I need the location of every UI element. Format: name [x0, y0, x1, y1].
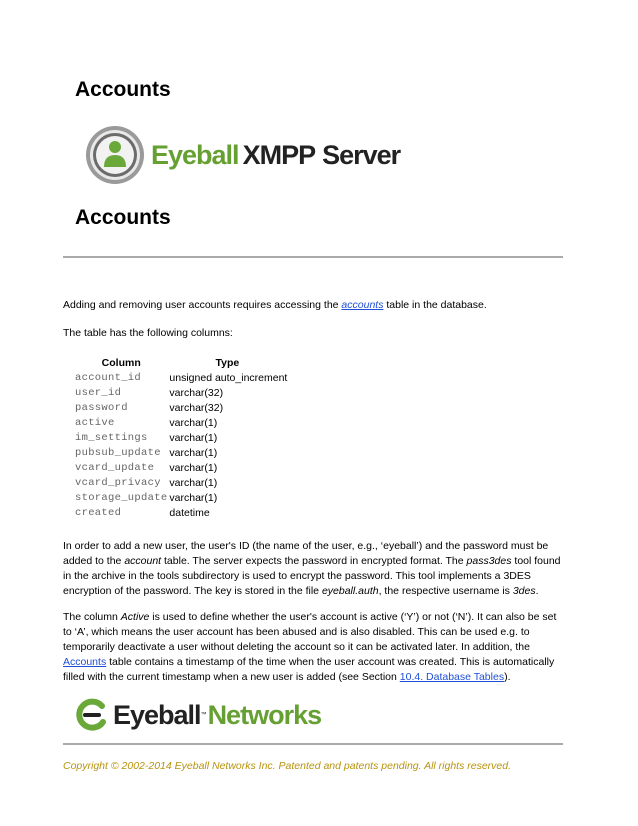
table-row: [75, 505, 287, 520]
table-row: [75, 385, 287, 400]
column-type: varchar(1): [169, 476, 218, 489]
table-row: [75, 475, 287, 490]
table-row: [75, 415, 287, 430]
column-name: active: [75, 416, 115, 429]
column-type: varchar(32): [169, 401, 224, 414]
header-type: Type: [215, 356, 240, 369]
column-type: varchar(1): [169, 446, 218, 459]
copyright-notice: Copyright © 2002-2014 Eyeball Networks Inc. Patented and patents pending. All rights reserved.: [63, 760, 512, 772]
column-name: user_id: [75, 386, 122, 399]
active-column-paragraph: The column Active is used to define whether the user's account is active (‘Y’) or not (‘N’). It can also be set to ‘A’, which means the user account has been abused and is also disabled. This can be used e.g. to temporarily deactivate a user without deleting the account so it can be activated later. In addition, the Accounts table contains a timestamp of the time when the user account was created. This is automatically filled with the current timestamp when a new user is added (see Section 10.4. Database Tables).: [63, 611, 557, 683]
trademark-symbol: ™: [200, 712, 207, 718]
logo-brand-server: Server: [322, 139, 401, 170]
intro-text-2: table in the database.: [383, 299, 487, 311]
accounts-link[interactable]: accounts: [341, 299, 384, 311]
column-type: unsigned auto_increment: [169, 371, 288, 384]
columns-table: [75, 355, 287, 520]
username-3des: 3des: [512, 585, 536, 597]
database-tables-link[interactable]: 10.4. Database Tables: [399, 671, 505, 683]
logo-networks-text: Networks: [207, 699, 322, 730]
intro-text-1: Adding and removing user accounts requires accessing the: [63, 299, 342, 311]
intro-paragraph: [63, 298, 563, 313]
logo-brand-xmpp: XMPP: [242, 139, 316, 170]
account-table-name: account: [124, 555, 162, 567]
columns-intro: The table has the following columns:: [63, 327, 233, 339]
column-name: im_settings: [75, 431, 148, 444]
page-title: Accounts: [75, 78, 171, 101]
header-column: Column: [101, 356, 141, 369]
auth-file-name: eyeball.auth: [321, 585, 379, 597]
column-type: varchar(1): [169, 431, 218, 444]
table-row: [75, 460, 287, 475]
footer-divider: [63, 743, 563, 745]
table-row: [75, 490, 287, 505]
column-type: varchar(1): [169, 461, 218, 474]
table-row: [75, 370, 287, 385]
column-name: created: [75, 506, 122, 519]
eyeball-networks-swirl-icon: [75, 698, 109, 732]
table-header-row: [75, 355, 287, 370]
column-name: account_id: [75, 371, 142, 384]
table-row: [75, 400, 287, 415]
eyeball-networks-logo: [75, 697, 321, 733]
column-type: datetime: [169, 506, 210, 519]
table-row: [75, 430, 287, 445]
logo-eyeball-text: Eyeball: [113, 699, 201, 730]
column-type: varchar(32): [169, 386, 224, 399]
column-name: pubsub_update: [75, 446, 161, 459]
column-name: storage_update: [75, 491, 168, 504]
table-row: [75, 445, 287, 460]
eyeball-xmpp-server-logo: [85, 124, 400, 186]
section-divider: [63, 256, 563, 258]
section-title: Accounts: [75, 206, 171, 229]
accounts-table-link[interactable]: Accounts: [63, 656, 107, 668]
column-name: vcard_update: [75, 461, 155, 474]
column-name: password: [75, 401, 128, 414]
user-avatar-logo-icon: [85, 125, 145, 185]
active-column-name: Active: [120, 611, 150, 623]
pass3des-tool-name: pass3des: [466, 555, 512, 567]
add-user-paragraph: In order to add a new user, the user's ID (the name of the user, e.g., ‘eyeball’) and the password must be added to the account table. The server expects the password in encrypted format. The pass3des tool found in the archive in the tools subdirectory is used to encrypt the password. This tool implements a 3DES encryption of the password. The key is stored in the file eyeball.auth, the respective username is 3des.: [63, 540, 561, 597]
column-type: varchar(1): [169, 416, 218, 429]
logo-brand-eyeball: Eyeball: [151, 139, 239, 170]
column-type: varchar(1): [169, 491, 218, 504]
column-name: vcard_privacy: [75, 476, 161, 489]
